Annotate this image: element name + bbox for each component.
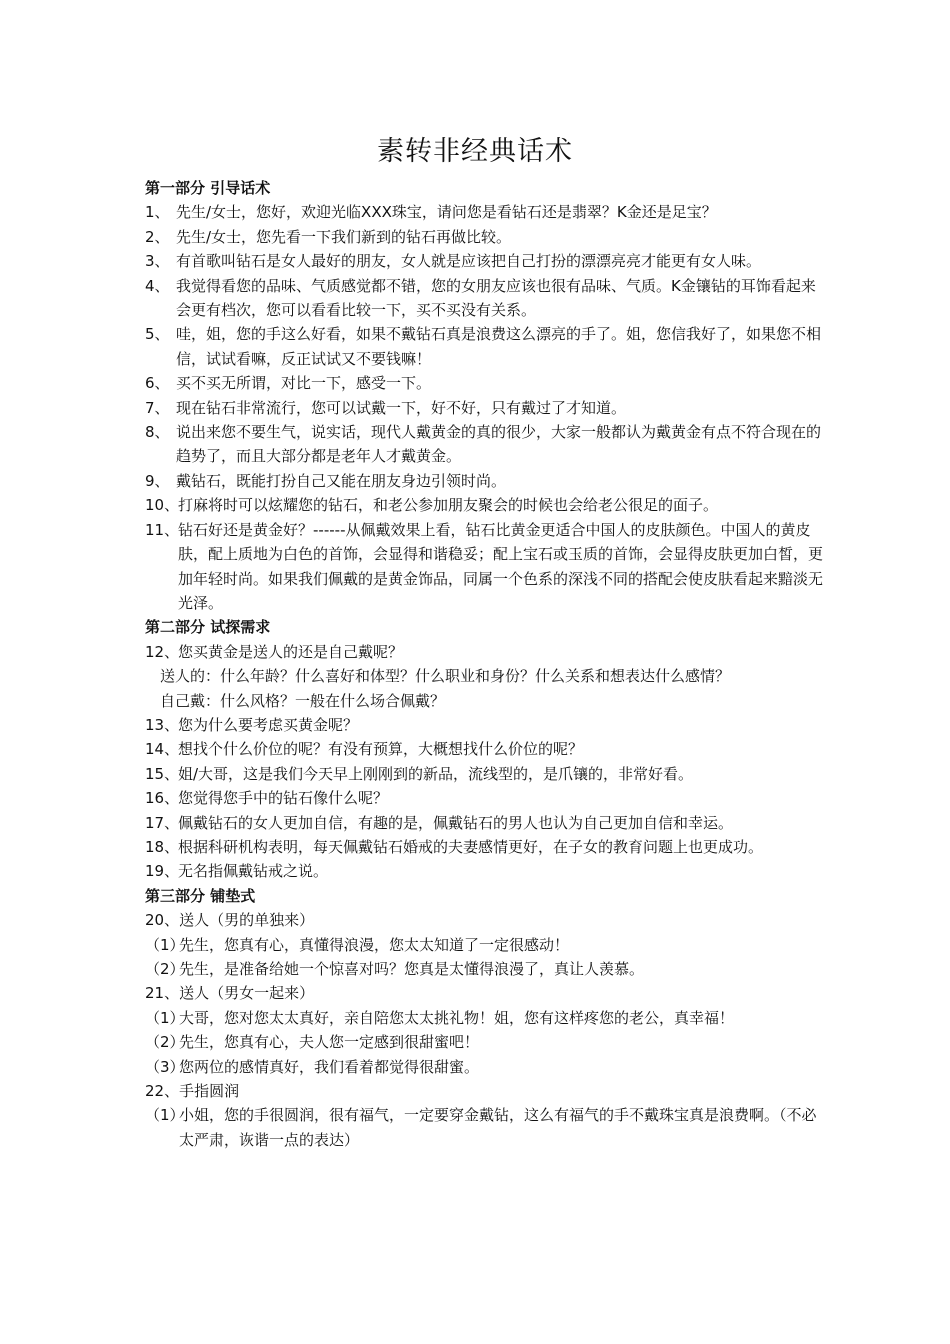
list-item xyxy=(145,859,825,883)
list-item xyxy=(145,811,825,835)
sub-item xyxy=(145,957,825,981)
item-text: 根据科研机构表明，每天佩戴钻石婚戒的夫妻感情更好，在子女的教育问题上也更成功。 xyxy=(178,837,764,856)
section-heading-1: 第一部分 引导话术 xyxy=(145,179,271,197)
item-number: 19、 xyxy=(145,862,180,881)
item-number: 12、 xyxy=(145,642,180,661)
list-item xyxy=(145,493,825,517)
item-text: 您为什么要考虑买黄金呢？ xyxy=(178,715,359,734)
list-item xyxy=(145,640,825,664)
item-text: 打麻将时可以炫耀您的钻石，和老公参加朋友聚会的时候也会给老公很足的面子。 xyxy=(178,496,719,515)
item-text: 您觉得您手中的钻石像什么呢？ xyxy=(178,789,389,808)
sub-item xyxy=(145,933,825,957)
item-text: 您买黄金是送人的还是自己戴呢？ xyxy=(178,642,404,661)
item-number: 8、 xyxy=(145,423,170,442)
list-item xyxy=(145,249,825,273)
gift-questions-line: 送人的：什么年龄？什么喜好和体型？什么职业和身份？什么关系和想表达什么感情？ xyxy=(160,667,731,686)
sub-item-text: 先生，您真有心，真懂得浪漫，您太太知道了一定很感动！ xyxy=(179,935,570,954)
list-item xyxy=(145,396,825,420)
sub-item-number: （1） xyxy=(145,935,185,954)
list-item xyxy=(145,225,825,249)
item-number: 7、 xyxy=(145,398,170,417)
list-item xyxy=(145,762,825,786)
list-item xyxy=(145,322,825,371)
list-item xyxy=(145,713,825,737)
item-number: 18、 xyxy=(145,837,180,856)
item-text: 钻石好还是黄金好？------从佩戴效果上看，钻石比黄金更适合中国人的皮肤颜色。中国人的黄皮肤，配上质地为白色的首饰，会显得和谐稳妥；配上宝石或玉质的首饰，会显得皮肤更加白皙，更加年轻时尚。如果我们佩戴的是黄金饰品，同属一个色系的深浅不同的搭配会使皮肤看起来黯淡无光泽。 xyxy=(178,520,824,612)
item-number: 9、 xyxy=(145,471,170,490)
list-item xyxy=(145,274,825,323)
scenario-heading: 22、手指圆润 xyxy=(145,1082,240,1101)
list-item xyxy=(145,371,825,395)
sub-item xyxy=(145,1030,825,1054)
item-text: 哇，姐，您的手这么好看，如果不戴钻石真是浪费这么漂亮的手了。姐，您信我好了，如果您不相信，试试看嘛，反正试试又不要钱嘛！ xyxy=(176,325,822,368)
item-number: 13、 xyxy=(145,715,180,734)
item-text: 有首歌叫钻石是女人最好的朋友，女人就是应该把自己打扮的漂漂亮亮才能更有女人味。 xyxy=(176,252,762,271)
item-number: 4、 xyxy=(145,276,170,295)
list-item xyxy=(145,420,825,469)
sub-item xyxy=(145,1006,825,1030)
list-item xyxy=(145,469,825,493)
item-number: 5、 xyxy=(145,325,170,344)
scenario-heading: 20、送人（男的单独来） xyxy=(145,911,315,930)
item-text: 想找个什么价位的呢？有没有预算，大概想找什么价位的呢？ xyxy=(178,740,584,759)
item-number: 3、 xyxy=(145,252,170,271)
item-number: 1、 xyxy=(145,203,170,222)
item-number: 6、 xyxy=(145,374,170,393)
item-text: 姐/大哥，这是我们今天早上刚刚到的新品，流线型的，是爪镶的，非常好看。 xyxy=(178,764,694,783)
item-text: 无名指佩戴钻戒之说。 xyxy=(178,862,329,881)
sub-item-number: （3） xyxy=(145,1057,185,1076)
sub-item xyxy=(145,1055,825,1079)
section-heading-2: 第二部分 试探需求 xyxy=(145,618,271,637)
sub-item-text: 小姐，您的手很圆润，很有福气，一定要穿金戴钻，这么有福气的手不戴珠宝真是浪费啊。（不必太严肃，诙谐一点的表达） xyxy=(179,1106,817,1149)
item-text: 佩戴钻石的女人更加自信，有趣的是，佩戴钻石的男人也认为自己更加自信和幸运。 xyxy=(178,813,734,832)
list-item xyxy=(145,200,825,224)
sub-item-text: 您两位的感情真好，我们看着都觉得很甜蜜。 xyxy=(179,1057,480,1076)
item-text: 现在钻石非常流行，您可以试戴一下，好不好，只有戴过了才知道。 xyxy=(176,398,627,417)
item-text: 先生/女士，您先看一下我们新到的钻石再做比较。 xyxy=(176,227,512,246)
item-text: 买不买无所谓，对比一下，感受一下。 xyxy=(176,374,432,393)
item-text: 先生/女士，您好，欢迎光临XXX珠宝，请问您是看钻石还是翡翠？K金还是足宝？ xyxy=(176,203,717,222)
item-text: 说出来您不要生气，说实话，现代人戴黄金的真的很少，大家一般都认为戴黄金有点不符合现在的趋势了，而且大部分都是老年人才戴黄金。 xyxy=(176,423,822,466)
item-number: 14、 xyxy=(145,740,180,759)
section-heading-3: 第三部分 铺垫式 xyxy=(145,886,256,905)
list-item xyxy=(145,786,825,810)
sub-item-text: 大哥，您对您太太真好，亲自陪您太太挑礼物！姐，您有这样疼您的老公，真幸福！ xyxy=(179,1008,735,1027)
sub-item-number: （1） xyxy=(145,1008,185,1027)
item-text: 我觉得看您的品味、气质感觉都不错，您的女朋友应该也很有品味、气质。K金镶钻的耳饰看起来会更有档次，您可以看看比较一下，买不买没有关系。 xyxy=(176,276,816,320)
scenario-heading: 21、送人（男女一起来） xyxy=(145,984,315,1003)
item-number: 2、 xyxy=(145,227,170,246)
list-item xyxy=(145,518,825,616)
sub-item-number: （2） xyxy=(145,1033,185,1052)
sub-item-number: （1） xyxy=(145,1106,185,1125)
sub-item-text: 先生，您真有心，夫人您一定感到很甜蜜吧！ xyxy=(179,1033,480,1052)
sub-item-number: （2） xyxy=(145,960,185,978)
item-number: 16、 xyxy=(145,789,180,808)
document-body xyxy=(145,176,825,1152)
document-title: 素转非经典话术 xyxy=(377,136,573,167)
list-item xyxy=(145,737,825,761)
item-number: 11、 xyxy=(145,520,180,539)
item-number: 17、 xyxy=(145,813,180,832)
sub-item xyxy=(145,1103,825,1152)
item-number: 10、 xyxy=(145,496,180,515)
self-questions-line: 自己戴：什么风格？一般在什么场合佩戴？ xyxy=(160,691,446,710)
list-item xyxy=(145,835,825,859)
sub-item-text: 先生，是准备给她一个惊喜对吗？您真是太懂得浪漫了，真让人羡慕。 xyxy=(179,960,645,978)
item-number: 15、 xyxy=(145,764,180,783)
item-text: 戴钻石，既能打扮自己又能在朋友身边引领时尚。 xyxy=(176,471,507,490)
